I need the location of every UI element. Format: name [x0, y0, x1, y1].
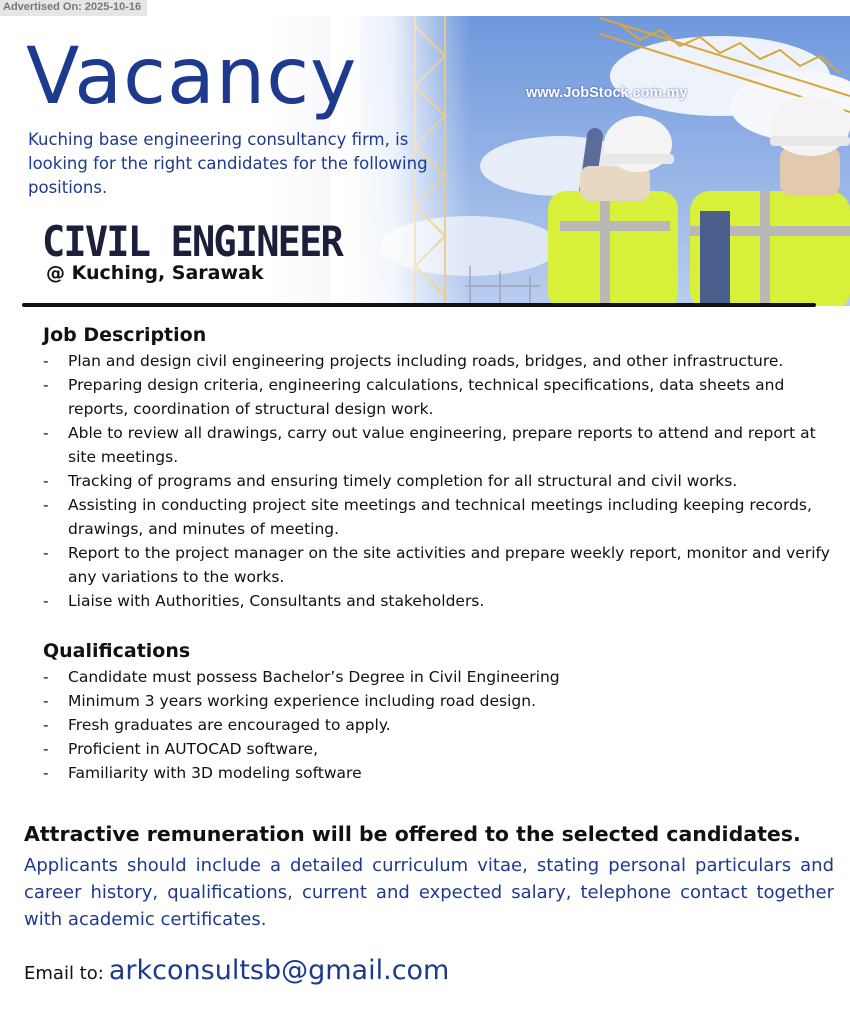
remuneration-statement: Attractive remuneration will be offered to the selected candidates. — [24, 822, 801, 846]
header-banner — [0, 16, 850, 306]
list-item: - Report to the project manager on the site activities and prepare weekly report, monitor and verify any variations to the works. — [43, 541, 843, 589]
list-item: - Minimum 3 years working experience including road design. — [43, 689, 843, 713]
qualifications-heading: Qualifications — [43, 640, 191, 662]
list-item: - Candidate must possess Bachelor’s Degree in Civil Engineering — [43, 665, 843, 689]
list-item: - Able to review all drawings, carry out value engineering, prepare reports to attend and report at site meetings. — [43, 421, 843, 469]
advertised-date-tag: Advertised On: 2025-10-16 — [0, 0, 147, 16]
vacancy-heading: Vacancy — [26, 32, 358, 122]
list-item: - Assisting in conducting project site meetings and technical meetings including keeping records, drawings, and minutes of meeting. — [43, 493, 843, 541]
qualifications-section — [43, 638, 843, 785]
job-title: CIVIL ENGINEER — [42, 217, 342, 266]
email-row — [24, 955, 449, 986]
email-link[interactable]: arkconsultsb@gmail.com — [108, 955, 450, 986]
email-label: Email to: — [24, 963, 104, 984]
list-item: - Proficient in AUTOCAD software, — [43, 737, 843, 761]
job-description-list — [43, 349, 843, 613]
application-instructions: Applicants should include a detailed curriculum vitae, stating personal particulars and career history, qualifications, current and expected salary, telephone contact together with academic certificates. — [24, 855, 834, 930]
company-intro: Kuching base engineering consultancy firm, is looking for the right candidates for the following positions. — [28, 130, 428, 197]
list-item: - Liaise with Authorities, Consultants and stakeholders. — [43, 589, 843, 613]
website-link[interactable]: www.JobStock.com.my — [526, 85, 688, 101]
list-item: - Tracking of programs and ensuring timely completion for all structural and civil works. — [43, 469, 843, 493]
list-item: - Preparing design criteria, engineering calculations, technical specifications, data sheets and reports, coordination of structural design work. — [43, 373, 843, 421]
list-item: - Plan and design civil engineering projects including roads, bridges, and other infrastructure. — [43, 349, 843, 373]
list-item: - Familiarity with 3D modeling software — [43, 761, 843, 785]
job-description-section — [43, 322, 843, 613]
qualifications-list — [43, 665, 843, 785]
list-item: - Fresh graduates are encouraged to apply. — [43, 713, 843, 737]
section-divider — [22, 303, 816, 307]
job-location: @ Kuching, Sarawak — [46, 262, 264, 284]
job-description-heading: Job Description — [43, 324, 207, 346]
